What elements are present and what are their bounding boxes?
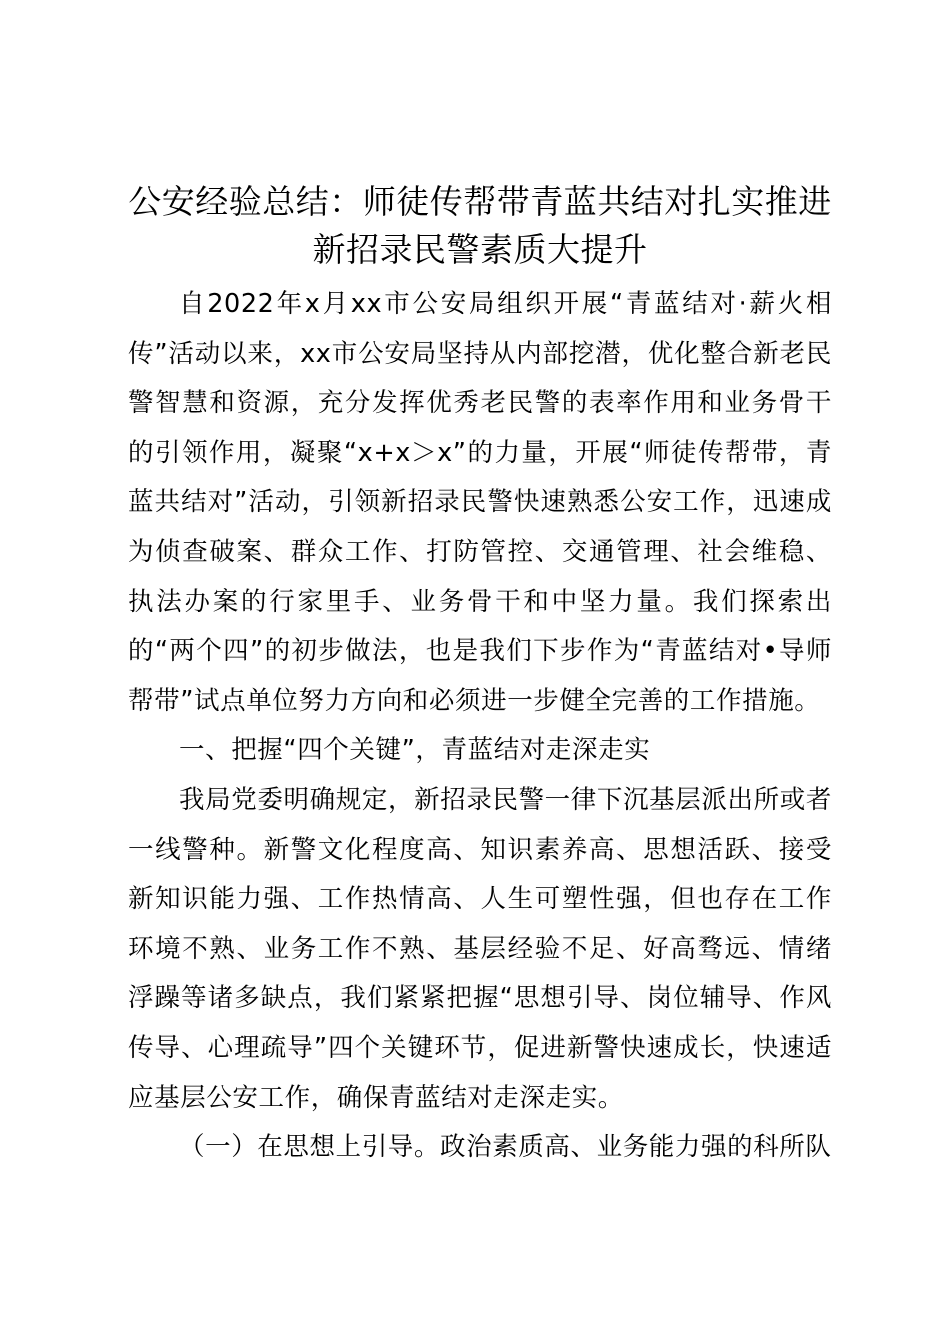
subsection-1-paragraph: （一）在思想上引导。政治素质高、业务能力强的科所队 bbox=[179, 1132, 832, 1163]
intro-paragraph: 自2022年x月xx市公安局组织开展“青蓝结对·薪火相传”活动以来，xx市公安局坚持从内部挖潜，优化整合新老民警智慧和资源，充分发挥优秀老民警的表率作用和业务骨干的引领作用，凝聚“x+x＞x”的力量，开展“师徒传帮带，青蓝共结对”活动，引领新招录民警快速熟悉公安工作，迅速成为侦查破案、群众工作、打防管控、交通管理、社会维稳、执法办案的行家里手、业务骨干和中坚力量。我们探索出的“两个四”的初步做法，也是我们下步作为“青蓝结对•导师帮带”试点单位努力方向和必须进一步健全完善的工作措施。 bbox=[128, 289, 832, 716]
section-heading-1: 一、把握“四个关键”，青蓝结对走深走实 bbox=[179, 735, 651, 766]
section-1-paragraph: 我局党委明确规定，新招录民警一律下沉基层派出所或者一线警种。新警文化程度高、知识素养高、思想活跃、接受新知识能力强、工作热情高、人生可塑性强，但也存在工作环境不熟、业务工作不熟、基层经验不足、好高骛远、情绪浮躁等诸多缺点，我们紧紧把握“思想引导、岗位辅导、作风传导、心理疏导”四个关键环节，促进新警快速成长，快速适应基层公安工作，确保青蓝结对走深走实。 bbox=[128, 784, 832, 1113]
document-title: 公安经验总结：师徒传帮带青蓝共结对扎实推进新招录民警素质大提升 bbox=[128, 182, 832, 269]
document-body bbox=[128, 280, 832, 1173]
